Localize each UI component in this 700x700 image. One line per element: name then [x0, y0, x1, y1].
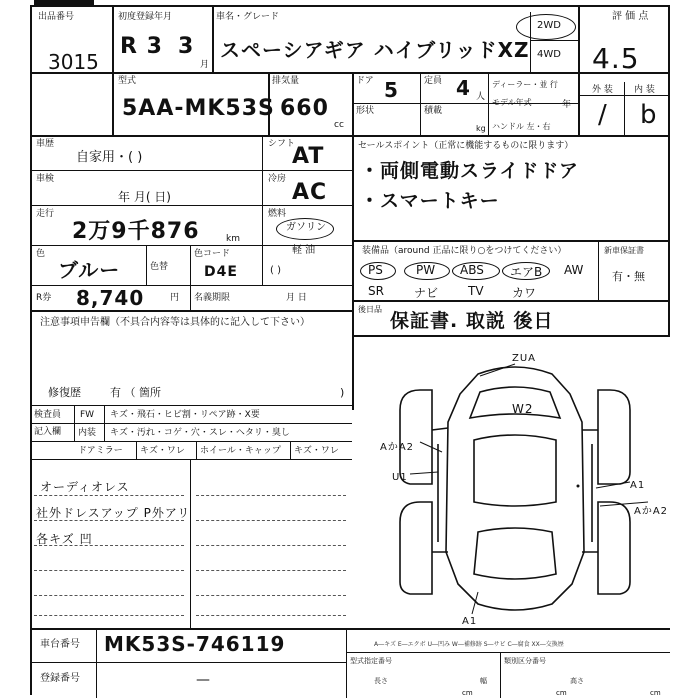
mirror-tag: ドアミラー: [78, 446, 123, 456]
sales-point-2: ・スマートキー: [360, 190, 500, 212]
rear-label: 後日品: [358, 305, 382, 314]
inspector-label-1: 検査員: [34, 410, 62, 420]
door-label: ドア: [356, 76, 374, 86]
model-label: 型式: [118, 76, 137, 86]
wheel-text: キズ・ワレ: [294, 446, 339, 456]
ext-grade: /: [598, 100, 608, 130]
equip-navi: ナビ: [414, 286, 439, 300]
tax-value: 月 日: [286, 293, 307, 303]
fuel-diesel: 軽 油: [292, 245, 316, 256]
reg-no-label: 登録番号: [40, 673, 80, 684]
lot-number: 3015: [48, 50, 99, 74]
reg-label: 初度登録年月: [118, 12, 173, 22]
drive-4wd: 4WD: [537, 49, 561, 60]
load-label: 積載: [424, 106, 443, 116]
ac-label: 冷房: [268, 174, 287, 184]
equip-aw: AW: [564, 263, 584, 277]
capacity-label: 定員: [424, 76, 443, 86]
cm-2: cm: [556, 689, 567, 697]
shift: AT: [292, 144, 325, 169]
person-unit: 人: [476, 92, 486, 102]
reg-no: —: [196, 672, 211, 688]
recycle: 8,740: [76, 286, 145, 310]
drive-2wd: 2WD: [537, 20, 561, 31]
inspector-label-2: 記入欄: [34, 427, 62, 437]
name-label: 車名・グレード: [216, 12, 280, 22]
mileage-label: 走行: [36, 209, 55, 219]
chassis: MK53S-746119: [104, 632, 286, 656]
equip-ps: PS: [368, 263, 383, 277]
car-name: スペーシアギア ハイブリッドXZ: [220, 38, 530, 62]
dealer-label: ディーラー・並 行: [492, 80, 558, 89]
note-3: 各キズ 凹: [36, 532, 93, 546]
equip-leather: カワ: [512, 286, 537, 300]
recycle-label: R券: [36, 293, 52, 303]
color-label: 色: [36, 249, 46, 259]
f1: 型式指定番号: [350, 657, 392, 665]
fw-tag: FW: [80, 410, 95, 420]
guarantee-value: 有・無: [612, 270, 645, 283]
mark-top: ZUA: [512, 353, 537, 364]
interior-tag: 内装: [78, 428, 97, 438]
tax-label: 名義期限: [194, 293, 231, 303]
fw-text: キズ・飛石・ヒビ割・リペア跡・X要: [110, 410, 260, 420]
interior-text: キズ・汚れ・コゲ・穴・スレ・ヘタリ・臭し: [110, 428, 290, 438]
kg-unit: kg: [476, 124, 486, 133]
mark-right-2: AかA2: [634, 506, 669, 517]
shape-label: 形状: [356, 106, 375, 116]
inspection: 年 月( 日): [118, 190, 171, 204]
capacity: 4: [456, 76, 471, 100]
sales-point-1: ・両側電動スライドドア: [360, 160, 579, 182]
f2: 類別区分番号: [504, 657, 546, 665]
year-unit: 年: [562, 100, 572, 110]
mileage: 2万9千876: [72, 219, 200, 244]
repair-value: 有 （ 箇所: [110, 386, 161, 399]
fuel-label: 燃料: [268, 209, 287, 219]
equip-abs: ABS: [460, 263, 484, 277]
notes-title: 注意事項申告欄（不具合内容等は具体的に記入して下さい）: [40, 317, 310, 328]
guarantee-label: 新車保証書: [604, 246, 644, 255]
ac: AC: [292, 180, 328, 205]
history: 自家用・( ): [76, 150, 143, 165]
color-code: D4E: [204, 264, 238, 280]
model-year-label: モデル年式: [492, 98, 532, 107]
doors: 5: [384, 78, 399, 102]
cm-1: cm: [462, 689, 473, 697]
score: 4.5: [592, 42, 640, 75]
fuel-gas: ガソリン: [286, 222, 326, 233]
note-1: オーディオレス: [40, 480, 130, 494]
cm-3: cm: [650, 689, 661, 697]
f5: 高さ: [570, 677, 584, 685]
repair-close: ): [340, 386, 345, 399]
note-2: 社外ドレスアップ P外アリ: [36, 506, 191, 520]
mark-u1: U1: [392, 472, 408, 483]
inspection-label: 車検: [36, 174, 55, 184]
int-grade: b: [640, 100, 658, 130]
handle-label: ハンドル 左・右: [492, 122, 551, 131]
equip-tv: TV: [468, 284, 484, 298]
equip-airbag: エアB: [510, 265, 543, 279]
chassis-label: 車台番号: [40, 639, 80, 650]
shift-label: シフト: [268, 139, 296, 149]
mirror-text: キズ・ワレ: [140, 446, 185, 456]
mark-left: AかA2: [380, 442, 415, 453]
f4: 幅: [480, 677, 487, 685]
sales-title: セールスポイント（正常に機能するものに限ります）: [358, 141, 574, 151]
f3: 長さ: [374, 677, 388, 685]
lot-label: 出品番号: [38, 12, 75, 22]
repair-label: 修復歴: [48, 386, 81, 399]
model: 5AA-MK53S: [122, 96, 275, 121]
ext-label: 外 装: [592, 85, 613, 95]
mark-bottom: A1: [462, 616, 478, 627]
cc-unit: cc: [334, 120, 344, 130]
yen-unit: 円: [170, 293, 180, 303]
reg-month: 3: [178, 34, 195, 59]
color-change-label: 色替: [150, 262, 169, 272]
km-unit: km: [226, 234, 240, 244]
month-unit: 月: [200, 60, 210, 70]
damage-dot: [577, 485, 580, 488]
car-diagram: [360, 352, 670, 624]
displacement-label: 排気量: [272, 76, 300, 86]
history-label: 車歴: [36, 139, 55, 149]
reg-era-year: R 3: [120, 34, 163, 59]
equip-pw: PW: [416, 263, 436, 277]
wheel-tag: ホイール・キャップ: [200, 446, 281, 456]
int-label: 内 装: [634, 85, 655, 95]
mark-right: A1: [630, 480, 646, 491]
score-label: 評 価 点: [612, 11, 649, 22]
rear-value: 保証書. 取説 後日: [390, 310, 554, 332]
color-code-label: 色コード: [194, 249, 231, 259]
fuel-paren: ( ): [270, 265, 281, 276]
mark-w2: W2: [512, 402, 534, 416]
color: ブルー: [58, 258, 121, 282]
legend: A―キズ E―エクボ U―凹み W―補修跡 S―サビ C―腐食 XX―交換歴: [374, 641, 564, 648]
equip-sr: SR: [368, 284, 384, 298]
displacement: 660: [280, 96, 329, 121]
equipment-title: 装備品（around 正品に限り○をつけてください）: [362, 246, 567, 256]
